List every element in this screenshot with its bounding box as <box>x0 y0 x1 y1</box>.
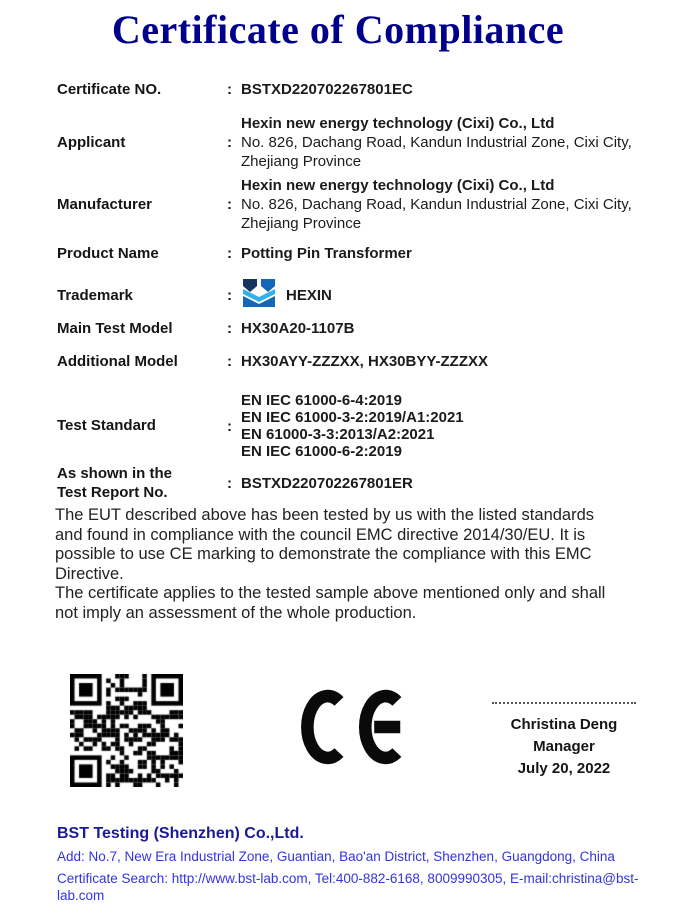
additional-model-value: HX30AYY-ZZZXX, HX30BYY-ZZZXX <box>241 353 489 370</box>
field-product-name <box>57 244 636 263</box>
certificate-no-label: Certificate NO. <box>57 80 162 98</box>
applicant-company: Hexin new energy technology (Cixi) Co., Ltd <box>241 115 555 132</box>
certificate-page <box>0 6 676 903</box>
signature-block <box>488 702 640 780</box>
lab-company-name: BST Testing (Shenzhen) Co.,Ltd. <box>57 824 304 842</box>
trademark-label: Trademark <box>57 286 133 304</box>
test-standard-line: EN IEC 61000-6-4:2019 <box>241 392 402 409</box>
signatory-name: Christina Deng <box>510 715 618 733</box>
trademark-brand-text: HEXIN <box>286 287 332 304</box>
certificate-marks-row <box>0 674 676 816</box>
signature-date: July 20, 2022 <box>517 759 611 777</box>
certificate-fields <box>57 80 636 502</box>
colon-separator: : <box>227 353 232 370</box>
colon-separator: : <box>227 417 232 435</box>
applicant-address-line1: No. 826, Dachang Road, Kandun Industrial Zone, Cixi City, <box>241 134 632 151</box>
colon-separator: : <box>227 134 232 151</box>
colon-separator: : <box>227 287 232 304</box>
test-report-label-line1: As shown in the <box>57 465 173 482</box>
test-standard-label: Test Standard <box>57 417 156 434</box>
page-title: Certificate of Compliance <box>111 7 565 52</box>
signatory-role: Manager <box>533 737 595 755</box>
declaration-paragraph-2: The certificate applies to the tested sample above mentioned only and shall not imply an assessment of the whole production. <box>55 584 606 622</box>
qr-code <box>70 674 183 787</box>
field-main-test-model <box>57 319 636 338</box>
colon-separator: : <box>227 245 232 262</box>
manufacturer-company: Hexin new energy technology (Cixi) Co., Ltd <box>241 177 555 194</box>
test-report-label-line2: Test Report No. <box>57 484 168 501</box>
manufacturer-label: Manufacturer <box>57 195 153 213</box>
applicant-label: Applicant <box>57 133 126 151</box>
declaration-paragraph-1: The EUT described above has been tested by us with the listed standards and found in compliance with the council EMC directive 2014/30/EU. It is possible to use CE marking to demonstrate the compliance with this EMC Directive. <box>55 506 595 583</box>
lab-footer <box>57 824 656 904</box>
certificate-no-value: BSTXD220702267801EC <box>241 81 413 98</box>
colon-separator: : <box>227 81 232 98</box>
field-manufacturer <box>57 176 636 233</box>
test-report-no-value: BSTXD220702267801ER <box>241 474 413 492</box>
manufacturer-address-line2: Zhejiang Province <box>241 215 362 232</box>
colon-separator: : <box>227 474 232 492</box>
field-test-report-no <box>57 464 636 502</box>
additional-model-label: Additional Model <box>57 352 178 370</box>
signature-dotted-line <box>492 702 636 704</box>
colon-separator: : <box>227 320 232 337</box>
main-test-model-value: HX30A20-1107B <box>241 320 355 337</box>
colon-separator: : <box>227 196 232 213</box>
declaration-text <box>55 506 623 624</box>
field-applicant <box>57 114 636 171</box>
manufacturer-address-line1: No. 826, Dachang Road, Kandun Industrial Zone, Cixi City, <box>241 196 632 213</box>
test-standard-line: EN IEC 61000-3-2:2019/A1:2021 <box>241 409 464 426</box>
field-additional-model <box>57 352 636 371</box>
field-test-standard <box>57 392 636 460</box>
lab-contact-line: Certificate Search: http://www.bst-lab.com, Tel:400-882-6168, 8009990305, E-mail:christina@bst-lab.com <box>57 870 639 903</box>
field-trademark <box>57 278 636 313</box>
test-standard-line: EN IEC 61000-6-2:2019 <box>241 443 402 460</box>
test-standard-line: EN 61000-3-3:2013/A2:2021 <box>241 426 435 443</box>
product-name-label: Product Name <box>57 244 159 262</box>
main-test-model-label: Main Test Model <box>57 319 173 337</box>
applicant-address-line2: Zhejiang Province <box>241 153 362 170</box>
field-certificate-no <box>57 80 636 99</box>
lab-address: Add: No.7, New Era Industrial Zone, Guantian, Bao'an District, Shenzhen, Guangdong, China <box>57 848 615 864</box>
hexin-logo-icon <box>241 278 277 313</box>
product-name-value: Potting Pin Transformer <box>241 245 412 262</box>
ce-mark-icon <box>297 688 407 771</box>
